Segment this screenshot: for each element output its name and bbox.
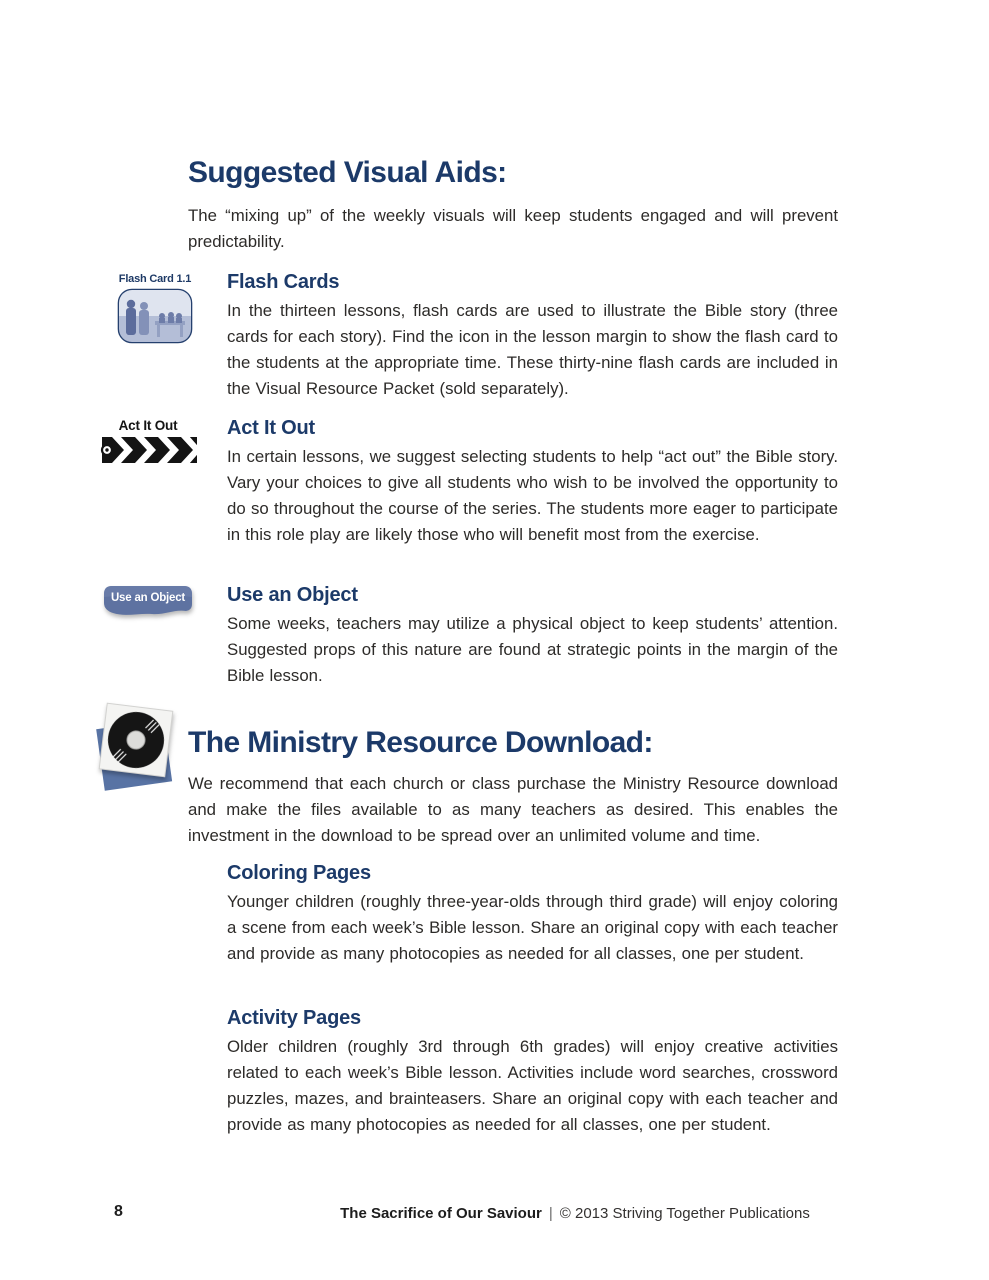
visual-aids-title: Suggested Visual Aids: (188, 156, 507, 189)
flash-card-margin (110, 272, 200, 349)
flash-cards-section (227, 270, 838, 402)
activity-pages-section (227, 1006, 838, 1138)
use-an-object-badge (101, 584, 195, 626)
flash-cards-body: In the thirteen lessons, flash cards are used to illustrate the Bible story (three cards for each story). Find the icon in the lesson margin to show the flash card to the students at the appropriate time. These thirty-nine flash cards are included in the Visual Resource Packet (sold separately). (227, 301, 838, 398)
footer-book-title: The Sacrifice of Our Saviour (340, 1205, 542, 1222)
flash-card-margin-label: Flash Card 1.1 (118, 273, 192, 285)
use-an-object-badge-label: Use an Object (110, 592, 186, 604)
act-it-out-heading: Act It Out (227, 417, 315, 439)
use-an-object-body: Some weeks, teachers may utilize a physical object to keep students’ attention. Suggested props of this nature are found at strategic points in the margin of the Bible lesson. (227, 614, 838, 685)
flash-card-photo-icon (117, 331, 193, 348)
cd-sleeve-icon (88, 698, 184, 799)
ministry-download-title: The Ministry Resource Download: (188, 726, 653, 759)
visual-aids-section (188, 156, 838, 255)
footer (188, 1205, 962, 1222)
act-it-out-body: In certain lessons, we suggest selecting students to help “act out” the Bible story. Vary your choices to give all students who wish to be involved the opportunity to do so throughout the course of the series. The students more eager to participate in this role play are likely those who will benefit most from the exercise. (227, 447, 838, 544)
footer-copyright: © 2013 Striving Together Publications (559, 1205, 810, 1222)
coloring-pages-heading: Coloring Pages (227, 862, 371, 884)
act-it-out-margin-label: Act It Out (118, 418, 178, 433)
use-an-object-heading: Use an Object (227, 584, 358, 606)
use-an-object-section (227, 583, 838, 689)
page-number: 8 (114, 1203, 123, 1220)
flash-cards-heading: Flash Cards (227, 271, 340, 293)
ministry-download-section (188, 726, 838, 849)
visual-aids-intro: The “mixing up” of the weekly visuals will keep students engaged and will prevent predictability. (188, 206, 838, 251)
act-it-out-section (227, 416, 838, 548)
clapperboard-icon (100, 451, 197, 468)
coloring-pages-body: Younger children (roughly three-year-olds through third grade) will enjoy coloring a scene from each week’s Bible lesson. Share an original copy with each teacher and provide as many photocopies as needed for all classes, one per student. (227, 892, 838, 963)
footer-separator: | (548, 1205, 553, 1222)
activity-pages-heading: Activity Pages (227, 1007, 361, 1029)
act-it-out-margin (98, 418, 198, 469)
activity-pages-body: Older children (roughly 3rd through 6th grades) will enjoy creative activities related to each week’s Bible lesson. Activities include word searches, crossword puzzles, mazes, and brainteasers. Share an original copy with each teacher and provide as many photocopies as needed for all classes, one per student. (227, 1037, 838, 1134)
coloring-pages-section (227, 861, 838, 967)
ministry-download-intro: We recommend that each church or class purchase the Ministry Resource download and make the files available to as many teachers as desired. This enables the investment in the download to be spread over an unlimited volume and time. (188, 774, 838, 845)
